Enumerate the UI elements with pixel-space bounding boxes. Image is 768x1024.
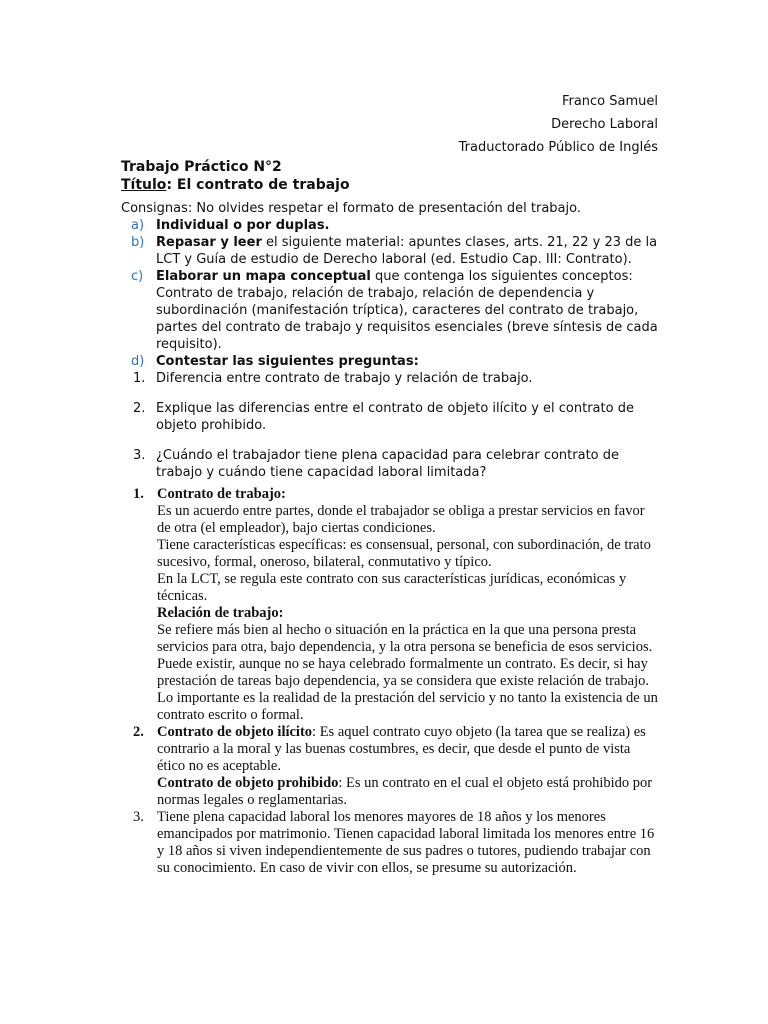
answer-paragraph: Puede existir, aunque no se haya celebrado formalmente un contrato. Es decir, si hay prestación de tareas bajo dependencia, ya se considera que existe relación de trabajo. <box>157 656 649 689</box>
answer-item <box>121 724 661 809</box>
consigna-text: que contenga los siguientes conceptos: Contrato de trabajo, relación de trabajo, relación de dependencia y subordinación (manifestación tríptica), caracteres del contrato de trabajo, partes del contrato de trabajo y requisitos esenciales (breve síntesis de cada requisito). <box>156 269 658 352</box>
question-text: Explique las diferencias entre el contrato de objeto ilícito y el contrato de objeto prohibido. <box>156 401 634 433</box>
answer-paragraph: En la LCT, se regula este contrato con sus características jurídicas, económicas y técnicas. <box>157 571 627 604</box>
answer-marker: 1. <box>133 486 144 502</box>
question-text: ¿Cuándo el trabajador tiene plena capacidad para celebrar contrato de trabajo y cuándo tiene capacidad laboral limitada? <box>156 448 619 480</box>
answer-heading: Contrato de trabajo: <box>157 486 286 502</box>
course-name: Traductorado Público de Inglés <box>458 140 658 155</box>
title-block <box>121 158 350 194</box>
title-text: : El contrato de trabajo <box>166 177 350 193</box>
question-item <box>121 447 661 481</box>
heading-colon: : <box>278 605 284 621</box>
consigna-bold: Repasar y leer <box>156 235 262 250</box>
answer-marker: 3. <box>133 809 144 825</box>
question-item <box>121 370 661 387</box>
subject-name: Derecho Laboral <box>551 117 658 132</box>
consigna-marker: a) <box>131 218 145 233</box>
document-header <box>459 90 658 159</box>
consigna-text: el siguiente material: apuntes clases, arts. 21, 22 y 23 de la LCT y Guía de estudio de Derecho laboral (ed. Estudio Cap. III: Contrato). <box>156 235 658 267</box>
answer-text: : Es un contrato en el cual el objeto está prohibido por normas legales o reglamentarias. <box>157 775 653 808</box>
answer-item <box>121 486 661 724</box>
question-marker: 1. <box>133 371 146 386</box>
answer-paragraph: Se refiere más bien al hecho o situación en la práctica en la que una persona presta servicios para otra, bajo dependencia, y la otra persona se beneficia de esos servicios. <box>157 622 653 655</box>
question-marker: 3. <box>133 448 146 463</box>
consigna-item <box>121 268 661 353</box>
consigna-marker: b) <box>131 235 145 250</box>
answer-text: : Es aquel contrato cuyo objeto (la tarea que se realiza) es contrario a la moral y las buenas costumbres, es decir, que desde el punto de vista ético no es aceptable. <box>157 724 646 774</box>
consigna-bold: Contestar las siguientes preguntas: <box>156 354 419 369</box>
consigna-item <box>121 353 661 370</box>
instructions-section <box>121 200 661 494</box>
answer-heading: Relación de trabajo <box>157 605 279 621</box>
consignas-intro: Consignas: No olvides respetar el formato de presentación del trabajo. <box>121 201 581 216</box>
consigna-bold: Individual o por duplas. <box>156 218 330 233</box>
answer-paragraph: Tiene características específicas: es consensual, personal, con subordinación, de trato sucesivo, formal, oneroso, bilateral, conmutativo y típico. <box>157 537 651 570</box>
answer-marker: 2. <box>133 724 144 740</box>
answer-paragraph: Lo importante es la realidad de la prestación del servicio y no tanto la existencia de un contrato escrito o formal. <box>157 690 658 723</box>
answer-paragraph <box>157 775 661 809</box>
answer-paragraph: Es un acuerdo entre partes, donde el trabajador se obliga a prestar servicios en favor de otra (el empleador), bajo ciertas condiciones. <box>157 503 645 536</box>
answer-paragraph <box>157 724 661 775</box>
assignment-title: Trabajo Práctico N°2 <box>121 159 282 175</box>
consigna-marker: d) <box>131 354 145 369</box>
assignment-subtitle <box>121 176 350 194</box>
consigna-item <box>121 217 661 234</box>
consigna-item <box>121 234 661 268</box>
consigna-marker: c) <box>131 269 144 284</box>
consigna-bold: Elaborar un mapa conceptual <box>156 269 371 284</box>
answer-heading: Contrato de objeto ilícito <box>157 724 313 740</box>
author-name: Franco Samuel <box>561 94 658 109</box>
question-marker: 2. <box>133 401 146 416</box>
question-item <box>121 400 661 434</box>
answer-heading: Contrato de objeto prohibido <box>157 775 339 791</box>
question-text: Diferencia entre contrato de trabajo y relación de trabajo. <box>156 371 533 386</box>
answer-item <box>121 809 661 877</box>
answers-section <box>121 486 661 877</box>
title-label: Título <box>121 177 167 193</box>
answer-paragraph: Tiene plena capacidad laboral los menores mayores de 18 años y los menores emancipados por matrimonio. Tienen capacidad laboral limitada los menores entre 16 y 18 años si viven independientemente de sus padres o tutores, pudiendo trabajar con su conocimiento. En caso de vivir con ellos, se presume su autorización. <box>157 809 655 876</box>
